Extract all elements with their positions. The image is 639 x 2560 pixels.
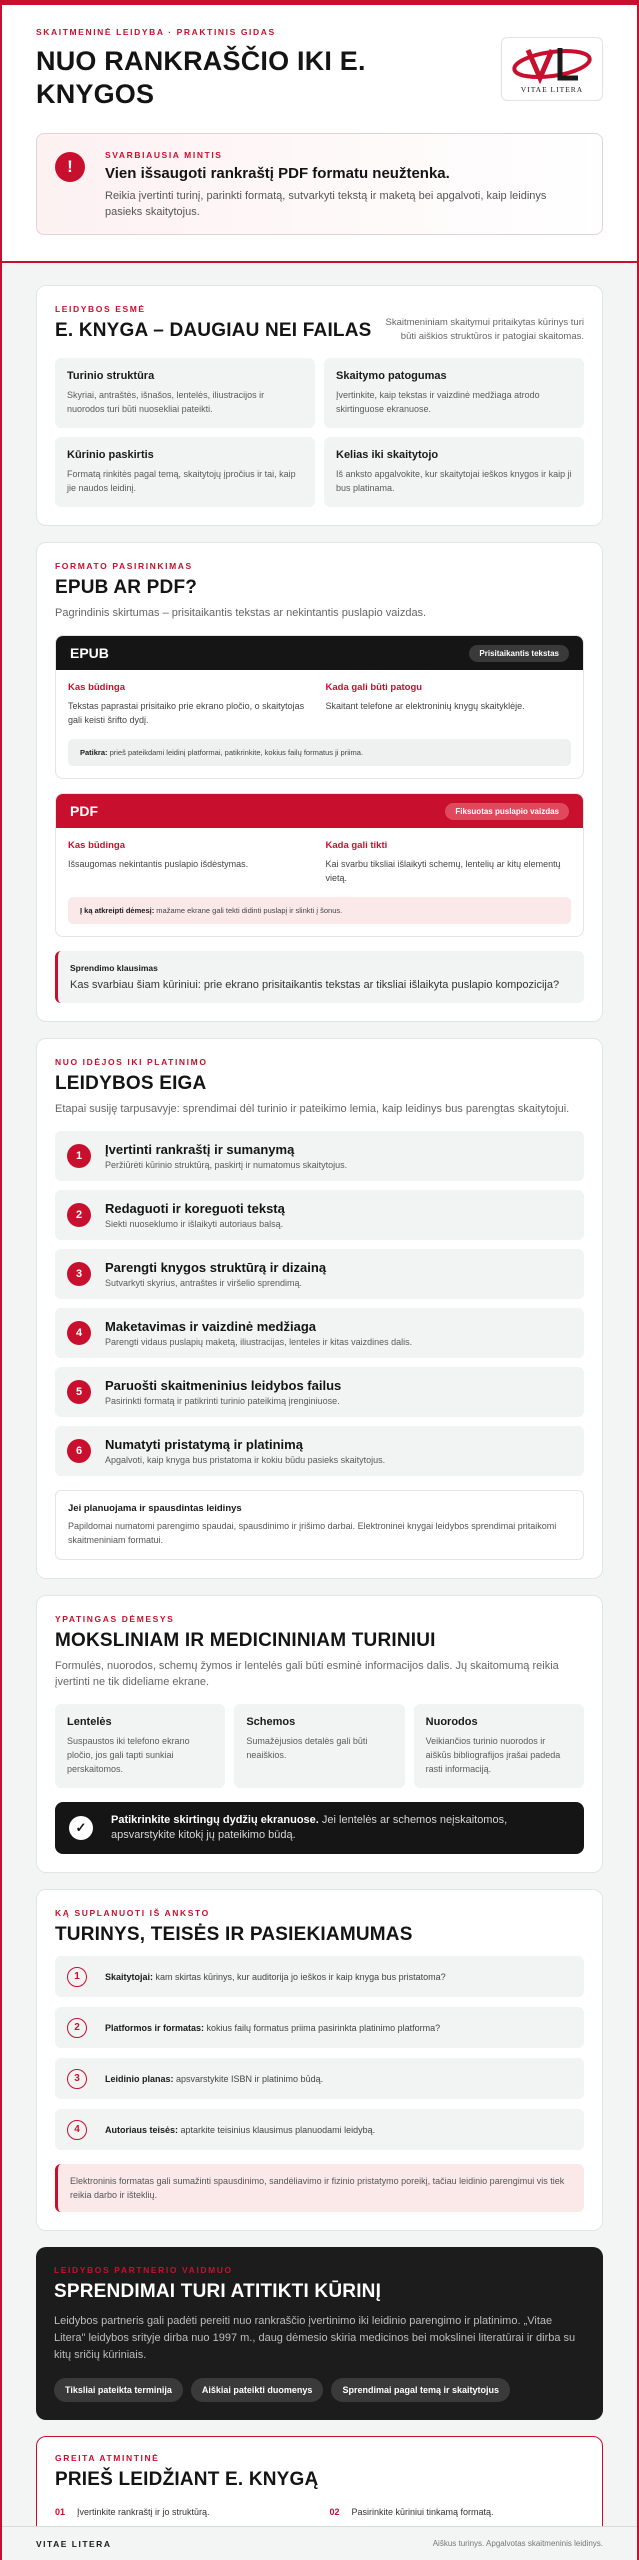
step-subtitle: Apgalvoti, kaip knyga bus pristatoma ir kokiu būdu pasieks skaitytojus. <box>105 1455 386 1465</box>
feature-pill: Tiksliai pateikta terminija <box>54 2378 183 2402</box>
item-rest: apsvarstykite ISBN ir platinimo būdą. <box>173 2073 324 2084</box>
format-col-label: Kada gali būti patogu <box>325 682 423 693</box>
tile-text: Skyriai, antraštės, išnašos, lentelės, iliustracijos ir nuorodos turi būti nuosekliai pateikti. <box>67 390 265 414</box>
process-step <box>55 1308 584 1358</box>
page-footer <box>2 2526 637 2560</box>
hero-eyebrow: SKAITMENINĖ LEIDYBA · PRAKTINIS GIDAS <box>36 27 276 37</box>
logo-mark-icon <box>510 44 594 84</box>
step-title: Paruošti skaitmeninius leidybos failus <box>105 1378 342 1393</box>
section-eyebrow: NUO IDĖJOS IKI PLATINIMO <box>55 1057 208 1067</box>
item-bold: Platformos ir formatas: <box>105 2022 205 2033</box>
vitae-litera-logo <box>501 37 603 101</box>
planning-item <box>55 1956 584 1997</box>
step-subtitle: Peržiūrėti kūrinio struktūrą, paskirtį ir numatomus skaitytojus. <box>105 1160 348 1170</box>
format-col-text: Skaitant telefone ar elektroninių knygų skaityklėje. <box>325 701 525 711</box>
section-title: SPRENDIMAI TURI ATITIKTI KŪRINĮ <box>54 2281 382 2302</box>
section-title: MOKSLINIAM IR MEDICININIAM TURINIUI <box>55 1630 436 1651</box>
tile-text: Suspaustos iki telefono ekrano pločio, jos gali tapti sunkiai perskaitomos. <box>67 1736 190 1774</box>
step-number: 5 <box>67 1380 91 1404</box>
item-text <box>105 2074 323 2084</box>
partner-text: Leidybos partneris gali padėti pereiti nuo rankraščio įvertinimo iki leidinio parengimo ir platinimo. „Vitae Litera" leidybos srityje dirba nuo 1997 m., daug dėmesio skiria medicinos bei mokslinei literatūrai ir dirba su kitų sričių kūriniais. <box>54 2315 576 2361</box>
pdf-format-card <box>55 793 584 937</box>
step-subtitle: Pasirinkti formatą ir patikrinti turinio pateikimą įrenginiuose. <box>105 1396 340 1406</box>
checklist-text: Pasirinkite kūriniui tinkamą formatą. <box>351 2507 494 2517</box>
format-section <box>36 542 603 1022</box>
section-title: EPUB AR PDF? <box>55 577 198 598</box>
checkmark-icon: ✓ <box>69 1816 93 1840</box>
banner-rest: Jei lentelės ar schemos neįskaitomos, apsvarstykite kitokį jų pateikimo būdą. <box>111 1814 508 1841</box>
decision-question-box <box>55 951 584 1003</box>
step-number: 2 <box>67 1203 91 1227</box>
section-title: E. KNYGA – DAUGIAU NEI FAILAS <box>55 320 372 341</box>
item-bold: Autoriaus teisės: <box>105 2124 179 2135</box>
format-note <box>68 897 571 924</box>
process-step <box>55 1249 584 1299</box>
item-number: 1 <box>67 1967 87 1987</box>
info-tile <box>55 1704 225 1788</box>
step-subtitle: Siekti nuoseklumo ir išlaikyti autoriaus balsą. <box>105 1219 284 1229</box>
science-section <box>36 1595 603 1873</box>
item-rest: kam skirtas kūrinys, kur auditorija jo ieškos ir kaip knyga bus pristatoma? <box>153 1971 446 1982</box>
screen-check-banner <box>55 1802 584 1854</box>
alert-label: SVARBIAUSIA MINTIS <box>105 150 223 160</box>
info-tile <box>234 1704 404 1788</box>
format-tag: Prisitaikantis tekstas <box>469 645 569 662</box>
item-text <box>105 2023 440 2033</box>
exclamation-icon: ! <box>55 152 85 182</box>
footer-brand: VITAE LITERA <box>36 2538 112 2549</box>
tile-title: Kelias iki skaitytojo <box>336 449 439 461</box>
section-eyebrow: FORMATO PASIRINKIMAS <box>55 561 193 571</box>
alert-title: Vien išsaugoti rankraštį PDF formatu neužtenka. <box>105 165 450 182</box>
planning-item <box>55 2109 584 2150</box>
section-eyebrow: YPATINGAS DĖMESYS <box>55 1614 175 1624</box>
section-subtitle: Pagrindinis skirtumas – prisitaikantis tekstas ar nekintantis puslapio vaizdas. <box>55 607 427 619</box>
item-rest: aptarkite teisinius klausimus planuodami leidybą. <box>178 2124 376 2135</box>
tile-text: Įvertinkite, kaip tekstas ir vaizdinė medžiaga atrodo skirtinguose ekranuose. <box>336 390 540 414</box>
item-text <box>105 2125 375 2135</box>
ebook-section <box>36 285 603 526</box>
main-content <box>2 263 637 2560</box>
section-eyebrow: LEIDYBOS PARTNERIO VAIDMUO <box>54 2265 233 2275</box>
checklist-number: 01 <box>55 2507 66 2517</box>
step-subtitle: Sutvarkyti skyrius, antraštes ir viršelio sprendimą. <box>105 1278 303 1288</box>
process-step <box>55 1426 584 1476</box>
format-col-text: Išsaugomas nekintantis puslapio išdėstymas. <box>68 859 249 869</box>
banner-text <box>111 1813 570 1843</box>
format-note-text: prieš pateikdami leidinį platformai, patikrinkite, kokius failų formatus ji priima. <box>107 748 364 757</box>
tile-text: Iš anksto apgalvokite, kur skaitytojai ieškos knygos ir kaip ji bus platinama. <box>336 469 572 493</box>
format-col-text: Kai svarbu tiksliai išlaikyti schemų, lentelių ar kitų elementų vietą. <box>325 859 561 883</box>
process-step <box>55 1367 584 1417</box>
tile-title: Nuorodos <box>425 1716 478 1728</box>
item-bold: Skaitytojai: <box>105 1971 154 1982</box>
plan-label: Jei planuojama ir spausdintas leidinys <box>68 1503 242 1514</box>
section-aside-note: Skaitmeniniam skaitymui pritaikytas kūrinys turi būti aiškios struktūros ir patogiai skaitomas. <box>385 317 584 342</box>
section-title: TURINYS, TEISĖS IR PASIEKIAMUMAS <box>55 1924 413 1945</box>
section-eyebrow: GREITA ATMINTINĖ <box>55 2453 160 2463</box>
tile-title: Lentelės <box>67 1716 112 1728</box>
section-eyebrow: LEIDYBOS ESMĖ <box>55 304 146 314</box>
tile-text: Sumažėjusios detalės gali būti neaiškios. <box>246 1736 368 1760</box>
page-title: NUO RANKRAŠČIO IKI E. KNYGOS <box>36 46 366 109</box>
format-note <box>68 739 571 766</box>
step-title: Maketavimas ir vaizdinė medžiaga <box>105 1319 316 1334</box>
info-tile <box>55 358 315 428</box>
logo-wordmark: VITAE LITERA <box>520 85 584 94</box>
info-tile <box>414 1704 584 1788</box>
checklist-text: Įvertinkite rankraštį ir jo struktūrą. <box>77 2507 210 2517</box>
format-col-label: Kada gali tikti <box>325 840 388 851</box>
section-subtitle: Etapai susiję tarpusavyje: sprendimai dėl turinio ir pateikimo lemia, kaip leidinys bus parengtas skaitytojui. <box>55 1103 570 1115</box>
tile-title: Kūrinio paskirtis <box>67 449 154 461</box>
footer-note: Aiškus turinys. Apgalvotas skaitmeninis leidinys. <box>432 2539 603 2548</box>
resources-note: Elektroninis formatas gali sumažinti spausdinimo, sandėliavimo ir fizinio pristatymo poreikį, tačiau leidinio parengimui vis tiek reikia darbo ir išteklių. <box>55 2164 584 2212</box>
format-tag: Fiksuotas puslapio vaizdas <box>445 803 569 820</box>
feature-pill: Sprendimai pagal temą ir skaitytojus <box>331 2378 510 2402</box>
format-note-text: mažame ekrane gali tekti didinti puslapį ir slinkti į šonus. <box>154 906 343 915</box>
step-number: 6 <box>67 1439 91 1463</box>
step-title: Redaguoti ir koreguoti tekstą <box>105 1201 285 1216</box>
item-text <box>105 1972 446 1982</box>
tile-title: Skaitymo patogumas <box>336 370 447 382</box>
alert-text: Reikia įvertinti turinį, parinkti formatą, sutvarkyti tekstą ir maketą bei apgalvoti, kaip leidinys pasieks skaitytojus. <box>105 190 547 218</box>
format-col-text: Tekstas paprastai prisitaiko prie ekrano pločio, o skaitytojas gali keisti šrifto dydį. <box>68 701 305 725</box>
step-subtitle: Parengti vidaus puslapių maketą, iliustracijas, lenteles ir kitas vaizdines dalis. <box>105 1337 413 1347</box>
checklist-item <box>55 2507 310 2517</box>
format-name: PDF <box>70 803 98 819</box>
epub-format-card <box>55 635 584 779</box>
hero-section <box>2 5 637 263</box>
section-title: LEIDYBOS EIGA <box>55 1073 207 1094</box>
partner-section <box>36 2247 603 2420</box>
step-number: 3 <box>67 1262 91 1286</box>
tile-text: Formatą rinkitės pagal temą, skaitytojų įpročius ir tai, kaip jie naudos leidinį. <box>67 469 296 493</box>
step-number: 1 <box>67 1144 91 1168</box>
process-step <box>55 1190 584 1240</box>
checklist-item <box>330 2507 585 2517</box>
format-name: EPUB <box>70 645 109 661</box>
format-col-label: Kas būdinga <box>68 682 126 693</box>
info-tile <box>55 437 315 507</box>
step-number: 4 <box>67 1321 91 1345</box>
step-title: Įvertinti rankraštį ir sumanymą <box>105 1142 295 1157</box>
key-point-alert <box>36 133 603 235</box>
format-note-bold: Į ką atkreipti dėmesį: <box>80 906 155 915</box>
format-note-bold: Patikra: <box>80 748 108 757</box>
feature-pill: Aiškiai pateikti duomenys <box>191 2378 324 2402</box>
step-title: Numatyti pristatymą ir platinimą <box>105 1437 303 1452</box>
format-col-label: Kas būdinga <box>68 840 126 851</box>
section-subtitle: Formulės, nuorodos, schemų žymos ir lentelės gali būti esminė informacijos dalis. Jų skaitomumą reikia įvertinti ne tik dideliame ekrane. <box>55 1660 559 1688</box>
section-title: PRIEŠ LEIDŽIANT E. KNYGĄ <box>55 2469 319 2490</box>
process-step <box>55 1131 584 1181</box>
info-tile <box>324 358 584 428</box>
banner-bold: Patikrinkite skirtingų dydžių ekranuose. <box>111 1814 319 1826</box>
print-plan-note <box>55 1490 584 1560</box>
tile-title: Schemos <box>246 1716 296 1728</box>
plan-text: Papildomai numatomi parengimo spaudai, spausdinimo ir įrišimo darbai. Elektroninei knygai leidybos sprendimai pritaikomi skaitmeniniam formatui. <box>68 1521 557 1545</box>
planning-item <box>55 2007 584 2048</box>
rights-section <box>36 1889 603 2231</box>
planning-item <box>55 2058 584 2099</box>
step-title: Parengti knygos struktūrą ir dizainą <box>105 1260 327 1275</box>
process-section <box>36 1038 603 1579</box>
section-eyebrow: KĄ SUPLANUOTI IŠ ANKSTO <box>55 1908 210 1918</box>
decision-label: Sprendimo klausimas <box>70 963 158 973</box>
item-number: 3 <box>67 2069 87 2089</box>
tile-title: Turinio struktūra <box>67 370 155 382</box>
item-bold: Leidinio planas: <box>105 2073 174 2084</box>
tile-text: Veikiančios turinio nuorodos ir aiškūs bibliografijos įrašai padeda rasti informaciją. <box>425 1736 561 1774</box>
item-rest: kokius failų formatus priima pasirinkta platinimo platforma? <box>204 2022 441 2033</box>
item-number: 2 <box>67 2018 87 2038</box>
item-number: 4 <box>67 2120 87 2140</box>
checklist-number: 02 <box>329 2507 340 2517</box>
info-tile <box>324 437 584 507</box>
decision-text: Kas svarbiau šiam kūriniui: prie ekrano prisitaikantis tekstas ar tiksliai išlaikyta puslapio kompozicija? <box>70 979 560 991</box>
